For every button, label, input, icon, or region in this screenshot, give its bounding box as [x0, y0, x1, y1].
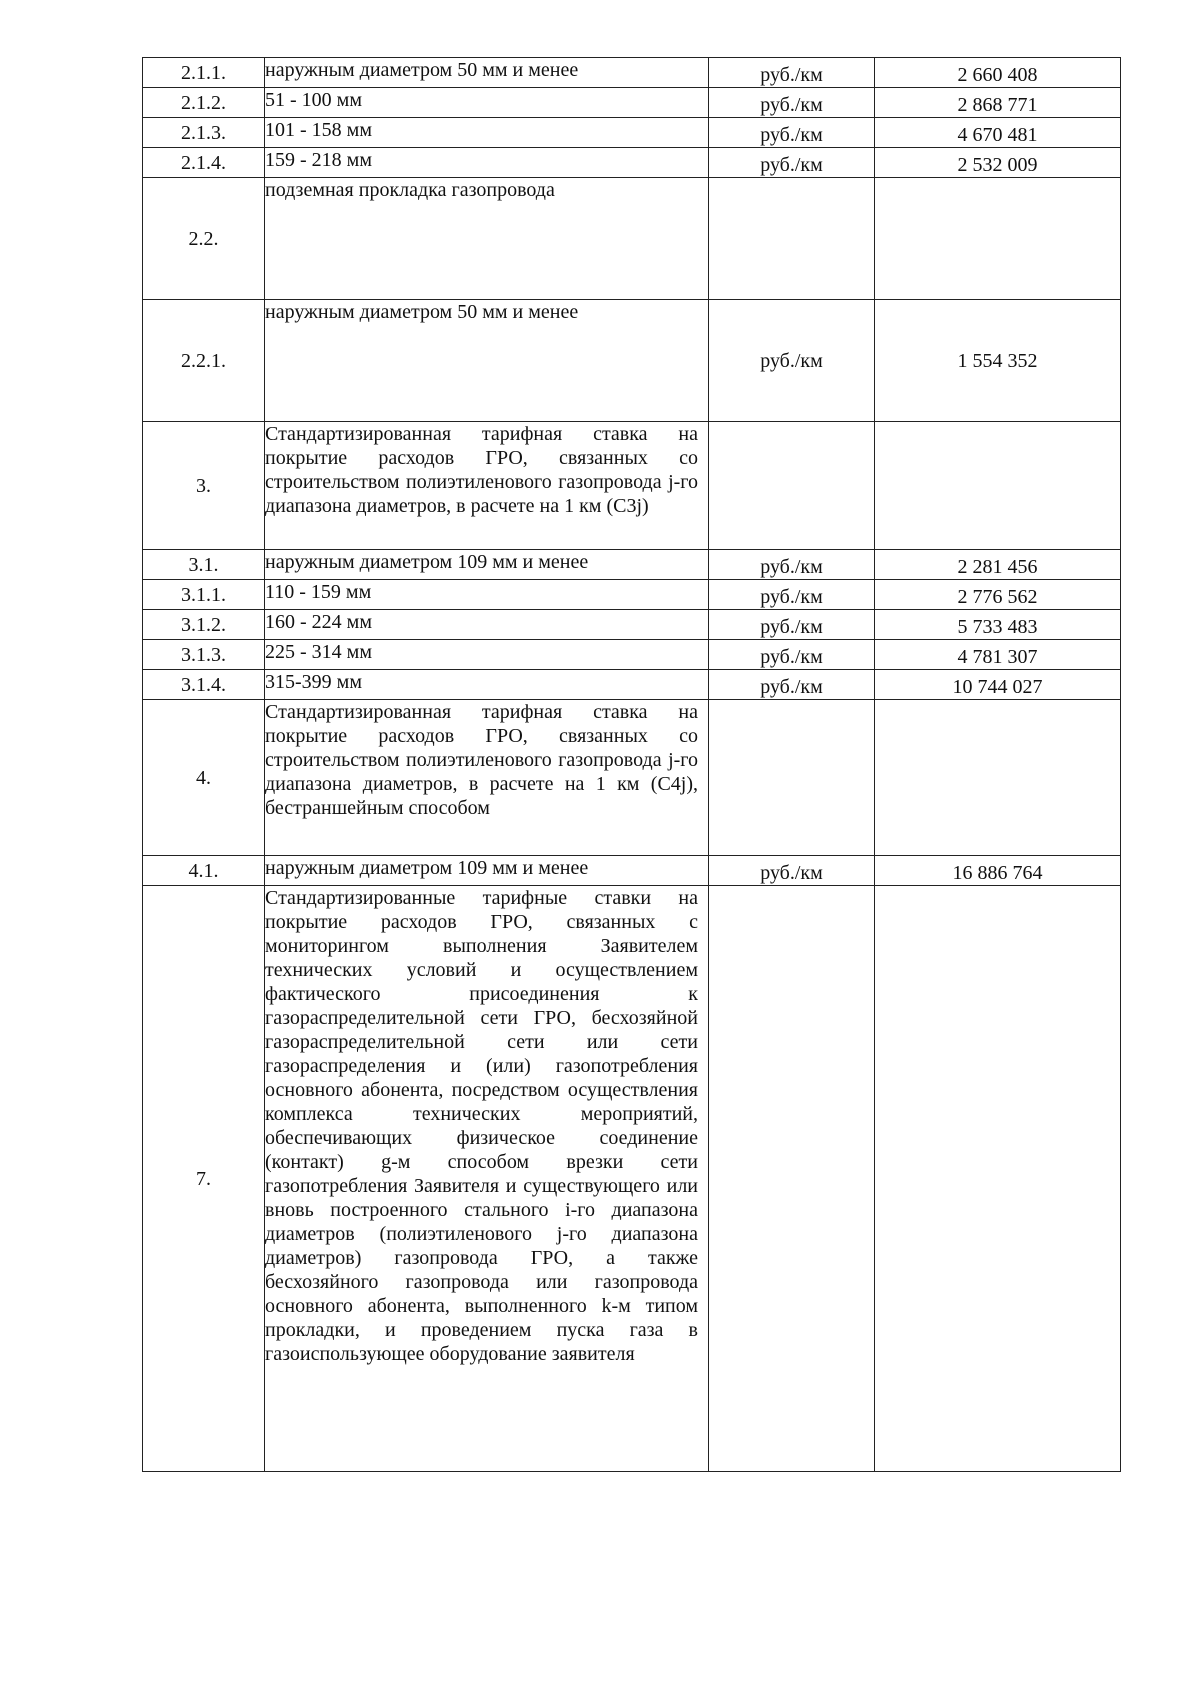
- row-unit: руб./км: [709, 550, 875, 580]
- row-number: 3.1.2.: [143, 610, 265, 640]
- row-unit: руб./км: [709, 58, 875, 88]
- row-description: 225 - 314 мм: [265, 640, 709, 670]
- row-unit: руб./км: [709, 610, 875, 640]
- row-number: 2.1.4.: [143, 148, 265, 178]
- row-number: 2.1.3.: [143, 118, 265, 148]
- row-unit: [709, 700, 875, 856]
- table-row: [143, 300, 1121, 422]
- row-unit: руб./км: [709, 670, 875, 700]
- row-number: 3.1.1.: [143, 580, 265, 610]
- table-row: [143, 700, 1121, 856]
- row-number: 2.2.: [143, 178, 265, 300]
- row-description: 315-399 мм: [265, 670, 709, 700]
- row-description: наружным диаметром 109 мм и менее: [265, 550, 709, 580]
- row-value: [875, 886, 1121, 1472]
- table-row: [143, 88, 1121, 118]
- row-value: 2 660 408: [875, 58, 1121, 88]
- row-description: 159 - 218 мм: [265, 148, 709, 178]
- table-row: [143, 422, 1121, 550]
- row-description: наружным диаметром 50 мм и менее: [265, 300, 709, 422]
- row-description: Стандартизированная тарифная ставка на покрытие расходов ГРО, связанных со строительством полиэтиленового газопровода j-го диапазона диаметров, в расчете на 1 км (C3j): [265, 422, 709, 550]
- row-value: 2 776 562: [875, 580, 1121, 610]
- table-row: [143, 856, 1121, 886]
- row-number: 2.2.1.: [143, 300, 265, 422]
- row-number: 7.: [143, 886, 265, 1472]
- row-value: 4 781 307: [875, 640, 1121, 670]
- row-description: Стандартизированная тарифная ставка на покрытие расходов ГРО, связанных со строительством полиэтиленового газопровода j-го диапазона диаметров, в расчете на 1 км (C4j), бестраншейным способом: [265, 700, 709, 856]
- row-number: 3.1.4.: [143, 670, 265, 700]
- row-number: 4.1.: [143, 856, 265, 886]
- row-description: подземная прокладка газопровода: [265, 178, 709, 300]
- row-description: 160 - 224 мм: [265, 610, 709, 640]
- row-number: 4.: [143, 700, 265, 856]
- row-number: 3.: [143, 422, 265, 550]
- row-unit: [709, 178, 875, 300]
- table-row: [143, 550, 1121, 580]
- row-value: [875, 700, 1121, 856]
- table-row: [143, 118, 1121, 148]
- row-description: 101 - 158 мм: [265, 118, 709, 148]
- row-unit: [709, 886, 875, 1472]
- row-value: 2 868 771: [875, 88, 1121, 118]
- table-row: [143, 580, 1121, 610]
- row-description: 51 - 100 мм: [265, 88, 709, 118]
- row-value: 10 744 027: [875, 670, 1121, 700]
- row-unit: руб./км: [709, 118, 875, 148]
- row-unit: руб./км: [709, 300, 875, 422]
- table-row: [143, 148, 1121, 178]
- row-unit: руб./км: [709, 88, 875, 118]
- row-unit: руб./км: [709, 580, 875, 610]
- row-description: наружным диаметром 109 мм и менее: [265, 856, 709, 886]
- row-number: 2.1.2.: [143, 88, 265, 118]
- row-value: 16 886 764: [875, 856, 1121, 886]
- row-value: [875, 422, 1121, 550]
- row-value: 5 733 483: [875, 610, 1121, 640]
- table-row: [143, 670, 1121, 700]
- table-row: [143, 610, 1121, 640]
- table-row: [143, 178, 1121, 300]
- row-value: 1 554 352: [875, 300, 1121, 422]
- row-number: 3.1.3.: [143, 640, 265, 670]
- row-unit: руб./км: [709, 148, 875, 178]
- row-description: 110 - 159 мм: [265, 580, 709, 610]
- row-value: 2 532 009: [875, 148, 1121, 178]
- table-row: [143, 640, 1121, 670]
- table-row: [143, 58, 1121, 88]
- row-unit: руб./км: [709, 640, 875, 670]
- row-number: 3.1.: [143, 550, 265, 580]
- row-unit: руб./км: [709, 856, 875, 886]
- table-row: [143, 886, 1121, 1472]
- row-value: [875, 178, 1121, 300]
- row-description: наружным диаметром 50 мм и менее: [265, 58, 709, 88]
- row-description: Стандартизированные тарифные ставки на покрытие расходов ГРО, связанных с мониторингом выполнения Заявителем технических условий и осуществлением фактического присоединения к газораспределительной сети ГРО, бесхозяйной газораспределительной сети или сети газораспределения и (или) газопотребления основного абонента, посредством осуществления комплекса технических мероприятий, обеспечивающих физическое соединение (контакт) g-м способом врезки сети газопотребления Заявителя и существующего или вновь построенного стального i-го диапазона диаметров (полиэтиленового j-го диапазона диаметров) газопровода ГРО, а также бесхозяйного газопровода или газопровода основного абонента, выполненного k-м типом прокладки, и проведением пуска газа в газоиспользующее оборудование заявителя: [265, 886, 709, 1472]
- row-value: 4 670 481: [875, 118, 1121, 148]
- row-unit: [709, 422, 875, 550]
- row-value: 2 281 456: [875, 550, 1121, 580]
- tariff-rates-table: [142, 57, 1121, 1472]
- row-number: 2.1.1.: [143, 58, 265, 88]
